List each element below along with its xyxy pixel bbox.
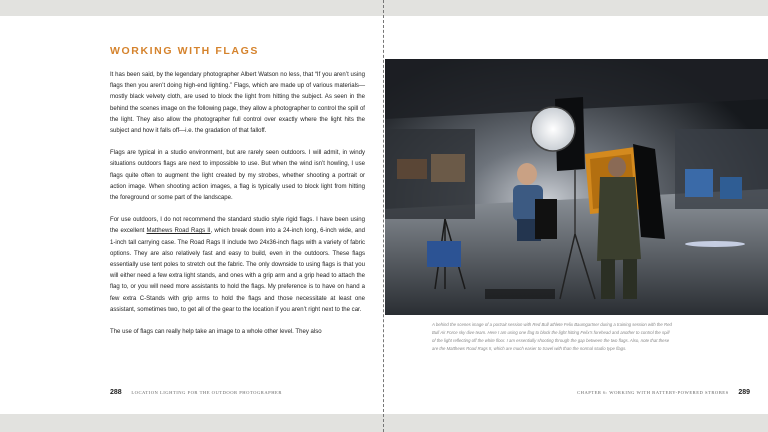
paragraph-3-end: , which break down into a 24-inch long, 6-inch wide, and 1-inch tall carrying case. The Road Rags II include two 24x36-inch flags with a variety of fabric options. They are also relatively fast and easy to build, even in the outdoors. These flags essentially use tent poles to stretch out the fabric. The only downside to using flags is that you will either need a few extra light stands, and ones with a grip arm and a grip head to attach the flag to, or you will need more assistants to hold the flags. My preference is to have on hand a few extra C-Stands with grip arms to hold the flags and those necessitate at least one assistant, sometimes two, to get all of the gear to the location if you aren’t right next to the car. (110, 228, 365, 313)
left-page-number: 288 (110, 389, 122, 396)
body-text (110, 70, 365, 349)
paragraph-3 (110, 215, 365, 316)
matthews-road-rags-link[interactable]: Matthews Road Rags II (146, 228, 211, 235)
left-folio (110, 389, 282, 396)
paragraph-1: It has been said, by the legendary photographer Albert Watson no less, that “If you aren’t using flags then you aren’t doing high-end lighting.” Flags, which are made up of various materials—mostly black velvety cloth, are used to block the light from hitting the subject. As seen in the behind the scenes image on the following page, they allow a photographer to control the spill of the light. They also allow the photographer full control over exactly where the light hits the subject and how it falls off—i.e. the gradation of that falloff. (110, 72, 365, 135)
photo-caption: A behind the scenes image of a portrait session with Red Bull athlete Felix Baumgartner during a training session with the Red Bull Air Force sky dive team. Here I am using one flag to block the light hitting Felix’s forehead and another to control the spill of the light reflecting off the white floor. I am essentially shooting through the gap between the two flags. Also, note that these are the Matthews Road Rags II, which are much easier to travel with than the normal studio type flags. (432, 322, 672, 351)
photo-illustration (385, 59, 768, 315)
right-page-number: 289 (738, 389, 750, 396)
behind-the-scenes-photo (385, 59, 768, 315)
right-running-head: CHAPTER 6: WORKING WITH BATTERY-POWERED STROBES (577, 390, 729, 395)
paragraph-2: Flags are typical in a studio environment, but are rarely seen outdoors. I will admit, in windy situations outdoors flags are next to impossible to use. But when the wind isn’t howling, I use flags quite often to augment the light created by my strobes, whether shooting a portrait or action image. When shooting action images, a flag is typically used to block light from hitting the foreground or some part of the landscape. (110, 150, 365, 202)
left-running-head: LOCATION LIGHTING FOR THE OUTDOOR PHOTOGRAPHER (131, 390, 282, 395)
section-heading: WORKING WITH FLAGS (110, 45, 259, 57)
paragraph-4: The use of flags can really help take an image to a whole other level. They also (110, 329, 322, 336)
right-folio (577, 389, 750, 396)
paragraph-3-start: For use outdoors, I do not recommend the standard studio style rigid flags. I have been using the excellent (110, 217, 365, 235)
top-margin-band (0, 0, 768, 16)
bottom-margin-band (0, 414, 768, 432)
gutter-fold-line (383, 0, 384, 432)
